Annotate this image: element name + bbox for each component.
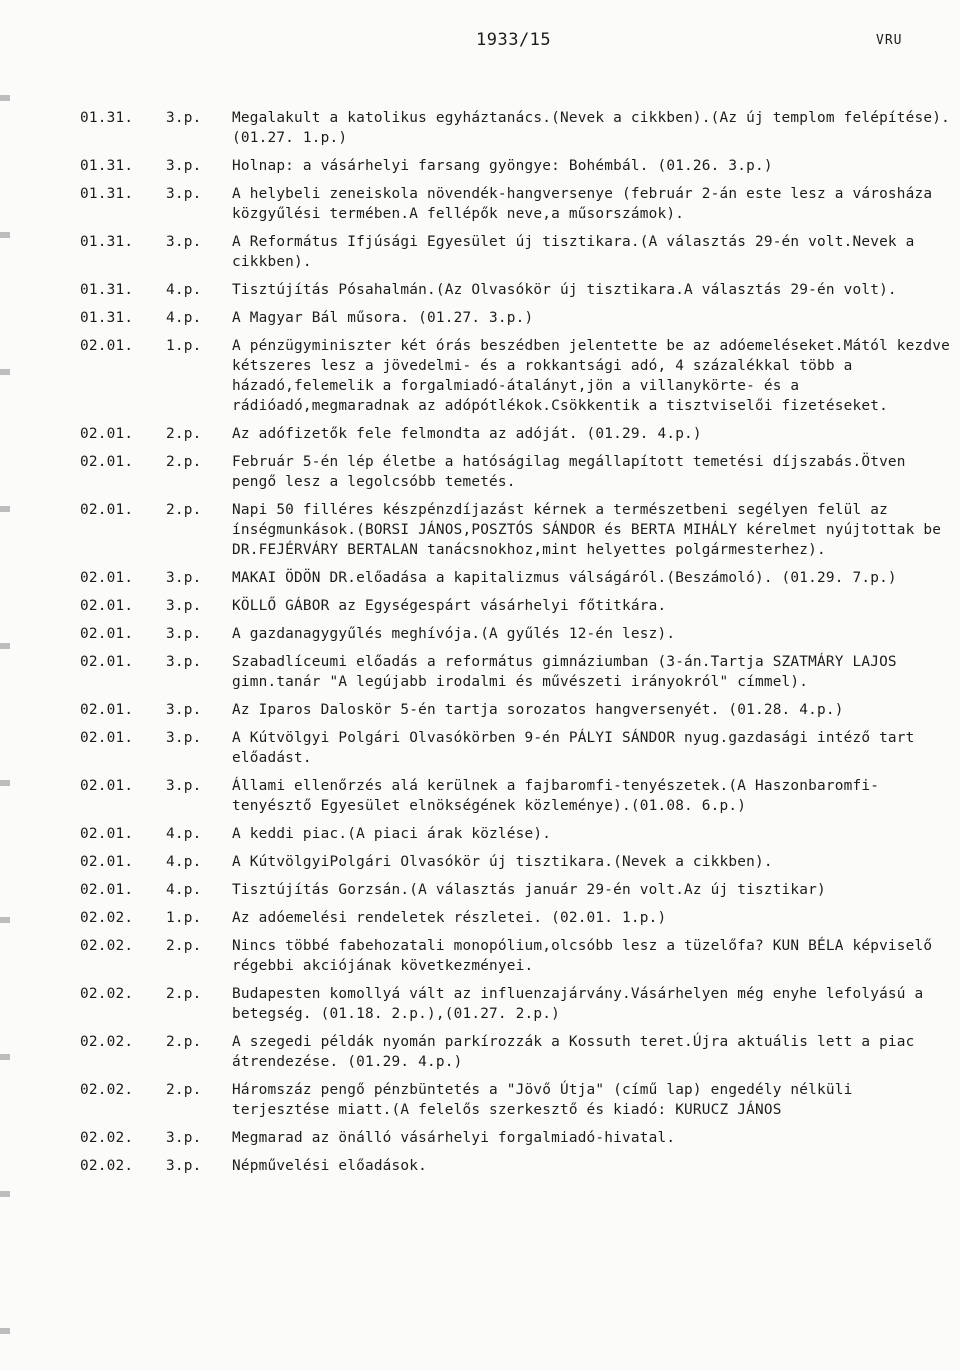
entry-page: 3.p. <box>166 778 202 794</box>
entry-text: Az adóemelési rendeletek részletei. (02.01. 1.p.) <box>232 910 667 926</box>
entry-text: Holnap: a vásárhelyi farsang gyöngye: Bohémbál. (01.26. 3.p.) <box>232 158 773 174</box>
entry-page: 2.p. <box>166 426 202 442</box>
entry-page: 3.p. <box>166 570 202 586</box>
entry-row <box>80 652 950 692</box>
entry-date: 02.01. <box>80 626 134 642</box>
entry-text: Tisztújítás Gorzsán.(A választás január 29-én volt.Az új tisztikar) <box>232 882 826 898</box>
entry-text: A Református Ifjúsági Egyesület új tisztikara.(A választás 29-én volt.Nevek a cikkben). <box>232 234 915 270</box>
entry-text: Az adófizetők fele felmondta az adóját. (01.29. 4.p.) <box>232 426 702 442</box>
entry-date: 02.01. <box>80 730 134 746</box>
entry-date: 01.31. <box>80 186 134 202</box>
entry-page: 3.p. <box>166 158 202 174</box>
entry-date: 02.02. <box>80 1034 134 1050</box>
entry-page: 4.p. <box>166 882 202 898</box>
entry-page: 3.p. <box>166 1130 202 1146</box>
entry-text: A pénzügyminiszter két órás beszédben jelentette be az adóemeléseket.Mától kezdve kétszeres lesz a jövedelmi- és a rokkantsági adó, 4 százalékkal több a házadó,felemelik a forgalmiadó-átalányt,jön a villanykörte- és a rádióadó,megmaradnak az adópótlékok.Csökkentik a tisztviselői fizetéseket. <box>232 338 950 414</box>
entry-page: 1.p. <box>166 910 202 926</box>
entry-row <box>80 700 950 720</box>
entry-row <box>80 1128 950 1148</box>
entry-row <box>80 776 950 816</box>
entry-page: 2.p. <box>166 502 202 518</box>
entry-page: 3.p. <box>166 234 202 250</box>
entry-row <box>80 596 950 616</box>
entry-text: A Kútvölgyi Polgári Olvasókörben 9-én PÁLYI SÁNDOR nyug.gazdasági intéző tart előadást. <box>232 730 915 766</box>
entry-text: Február 5-én lép életbe a hatóságilag megállapított temetési díjszabás.Ötven pengő lesz a legolcsóbb temetés. <box>232 454 906 490</box>
entry-text: A keddi piac.(A piaci árak közlése). <box>232 826 552 842</box>
entry-text: A Magyar Bál műsora. (01.27. 3.p.) <box>232 310 534 326</box>
entry-text: Szabadlíceumi előadás a református gimnáziumban (3-án.Tartja SZATMÁRY LAJOS gimn.tanár "A legújabb irodalmi és művészeti irányokról" címmel). <box>232 654 897 690</box>
entry-row <box>80 728 950 768</box>
entry-page: 2.p. <box>166 938 202 954</box>
entry-row <box>80 108 950 148</box>
entry-date: 02.02. <box>80 1158 134 1174</box>
entry-row <box>80 452 950 492</box>
entry-date: 02.01. <box>80 826 134 842</box>
entry-text: Megalakult a katolikus egyháztanács.(Nevek a cikkben).(Az új templom felépítése). (01.27. 1.p.) <box>232 110 950 146</box>
entry-date: 02.01. <box>80 338 134 354</box>
entry-date: 02.01. <box>80 502 134 518</box>
entry-date: 01.31. <box>80 282 134 298</box>
entry-date: 02.01. <box>80 882 134 898</box>
document-code: VRU <box>876 33 903 48</box>
binder-edge <box>0 0 10 1371</box>
entry-row <box>80 424 950 444</box>
entry-text: Budapesten komollyá vált az influenzajárvány.Vásárhelyen még enyhe lefolyású a betegség. (01.18. 2.p.),(01.27. 2.p.) <box>232 986 924 1022</box>
entry-row <box>80 308 950 328</box>
entry-text: A helybeli zeneiskola növendék-hangversenye (február 2-án este lesz a városháza közgyűlési termében.A fellépők neve,a műsorszámok). <box>232 186 933 222</box>
entry-row <box>80 936 950 976</box>
entry-page: 2.p. <box>166 1082 202 1098</box>
entry-row <box>80 1032 950 1072</box>
entry-date: 02.01. <box>80 854 134 870</box>
entry-row <box>80 232 950 272</box>
document-number: 1933/15 <box>476 30 552 50</box>
entry-date: 02.02. <box>80 910 134 926</box>
entry-row <box>80 624 950 644</box>
entry-date: 02.01. <box>80 702 134 718</box>
entry-date: 02.02. <box>80 986 134 1002</box>
entry-row <box>80 280 950 300</box>
entry-text: A szegedi példák nyomán parkírozzák a Kossuth teret.Újra aktuális lett a piac átrendezése. (01.29. 4.p.) <box>232 1034 915 1070</box>
entry-page: 3.p. <box>166 186 202 202</box>
entry-page: 1.p. <box>166 338 202 354</box>
entry-date: 02.01. <box>80 778 134 794</box>
entry-row <box>80 1080 950 1120</box>
entry-list <box>80 108 950 1184</box>
entry-page: 2.p. <box>166 986 202 1002</box>
entry-text: A gazdanagygyűlés meghívója.(A gyűlés 12-én lesz). <box>232 626 676 642</box>
entry-text: KÖLLŐ GÁBOR az Egységespárt vásárhelyi főtitkára. <box>232 598 667 614</box>
entry-row <box>80 184 950 224</box>
entry-row <box>80 336 950 416</box>
entry-row <box>80 984 950 1024</box>
entry-row <box>80 500 950 560</box>
entry-page: 4.p. <box>166 310 202 326</box>
entry-date: 01.31. <box>80 310 134 326</box>
entry-text: MAKAI ÖDÖN DR.előadása a kapitalizmus válságáról.(Beszámoló). (01.29. 7.p.) <box>232 570 897 586</box>
entry-date: 02.02. <box>80 1082 134 1098</box>
entry-text: A KútvölgyiPolgári Olvasókör új tisztikara.(Nevek a cikkben). <box>232 854 773 870</box>
entry-date: 01.31. <box>80 110 134 126</box>
entry-text: Napi 50 filléres készpénzdíjazást kérnek a természetbeni segélyen felül az ínségmunkások.(BORSI JÁNOS,POSZTÓS SÁNDOR és BERTA MIHÁLY kérelmet nyújtottak be DR.FEJÉRVÁRY BERTALAN tanácsnokhoz,mint helyettes polgármesterhez). <box>232 502 942 558</box>
entry-date: 02.01. <box>80 570 134 586</box>
entry-page: 3.p. <box>166 654 202 670</box>
entry-text: Állami ellenőrzés alá kerülnek a fajbaromfi-tenyészetek.(A Haszonbaromfi-tenyésztő Egyesület elnökségének közleménye).(01.08. 6.p.) <box>232 778 880 814</box>
entry-date: 01.31. <box>80 158 134 174</box>
entry-page: 4.p. <box>166 826 202 842</box>
entry-date: 02.01. <box>80 426 134 442</box>
entry-row <box>80 568 950 588</box>
entry-date: 02.02. <box>80 938 134 954</box>
entry-page: 3.p. <box>166 110 202 126</box>
entry-page: 3.p. <box>166 1158 202 1174</box>
entry-date: 02.01. <box>80 654 134 670</box>
entry-page: 3.p. <box>166 702 202 718</box>
entry-text: Tisztújítás Pósahalmán.(Az Olvasókör új tisztikara.A választás 29-én volt). <box>232 282 897 298</box>
entry-date: 02.02. <box>80 1130 134 1146</box>
entry-row <box>80 880 950 900</box>
entry-page: 4.p. <box>166 854 202 870</box>
entry-page: 2.p. <box>166 1034 202 1050</box>
entry-text: Népművelési előadások. <box>232 1158 428 1174</box>
entry-page: 4.p. <box>166 282 202 298</box>
entry-row <box>80 908 950 928</box>
entry-text: Megmarad az önálló vásárhelyi forgalmiadó-hivatal. <box>232 1130 676 1146</box>
entry-row <box>80 852 950 872</box>
entry-row <box>80 824 950 844</box>
entry-row <box>80 1156 950 1176</box>
entry-date: 01.31. <box>80 234 134 250</box>
entry-page: 2.p. <box>166 454 202 470</box>
entry-date: 02.01. <box>80 598 134 614</box>
entry-text: Az Iparos Daloskör 5-én tartja sorozatos hangversenyét. (01.28. 4.p.) <box>232 702 844 718</box>
entry-date: 02.01. <box>80 454 134 470</box>
entry-page: 3.p. <box>166 598 202 614</box>
entry-row <box>80 156 950 176</box>
entry-text: Háromszáz pengő pénzbüntetés a "Jövő Útja" (című lap) engedély nélküli terjesztése miatt.(A felelős szerkesztő és kiadó: KURUCZ JÁNOS <box>232 1082 853 1118</box>
entry-page: 3.p. <box>166 626 202 642</box>
entry-text: Nincs többé fabehozatali monopólium,olcsóbb lesz a tüzelőfa? KUN BÉLA képviselő régebbi akciójának következményei. <box>232 938 933 974</box>
entry-page: 3.p. <box>166 730 202 746</box>
